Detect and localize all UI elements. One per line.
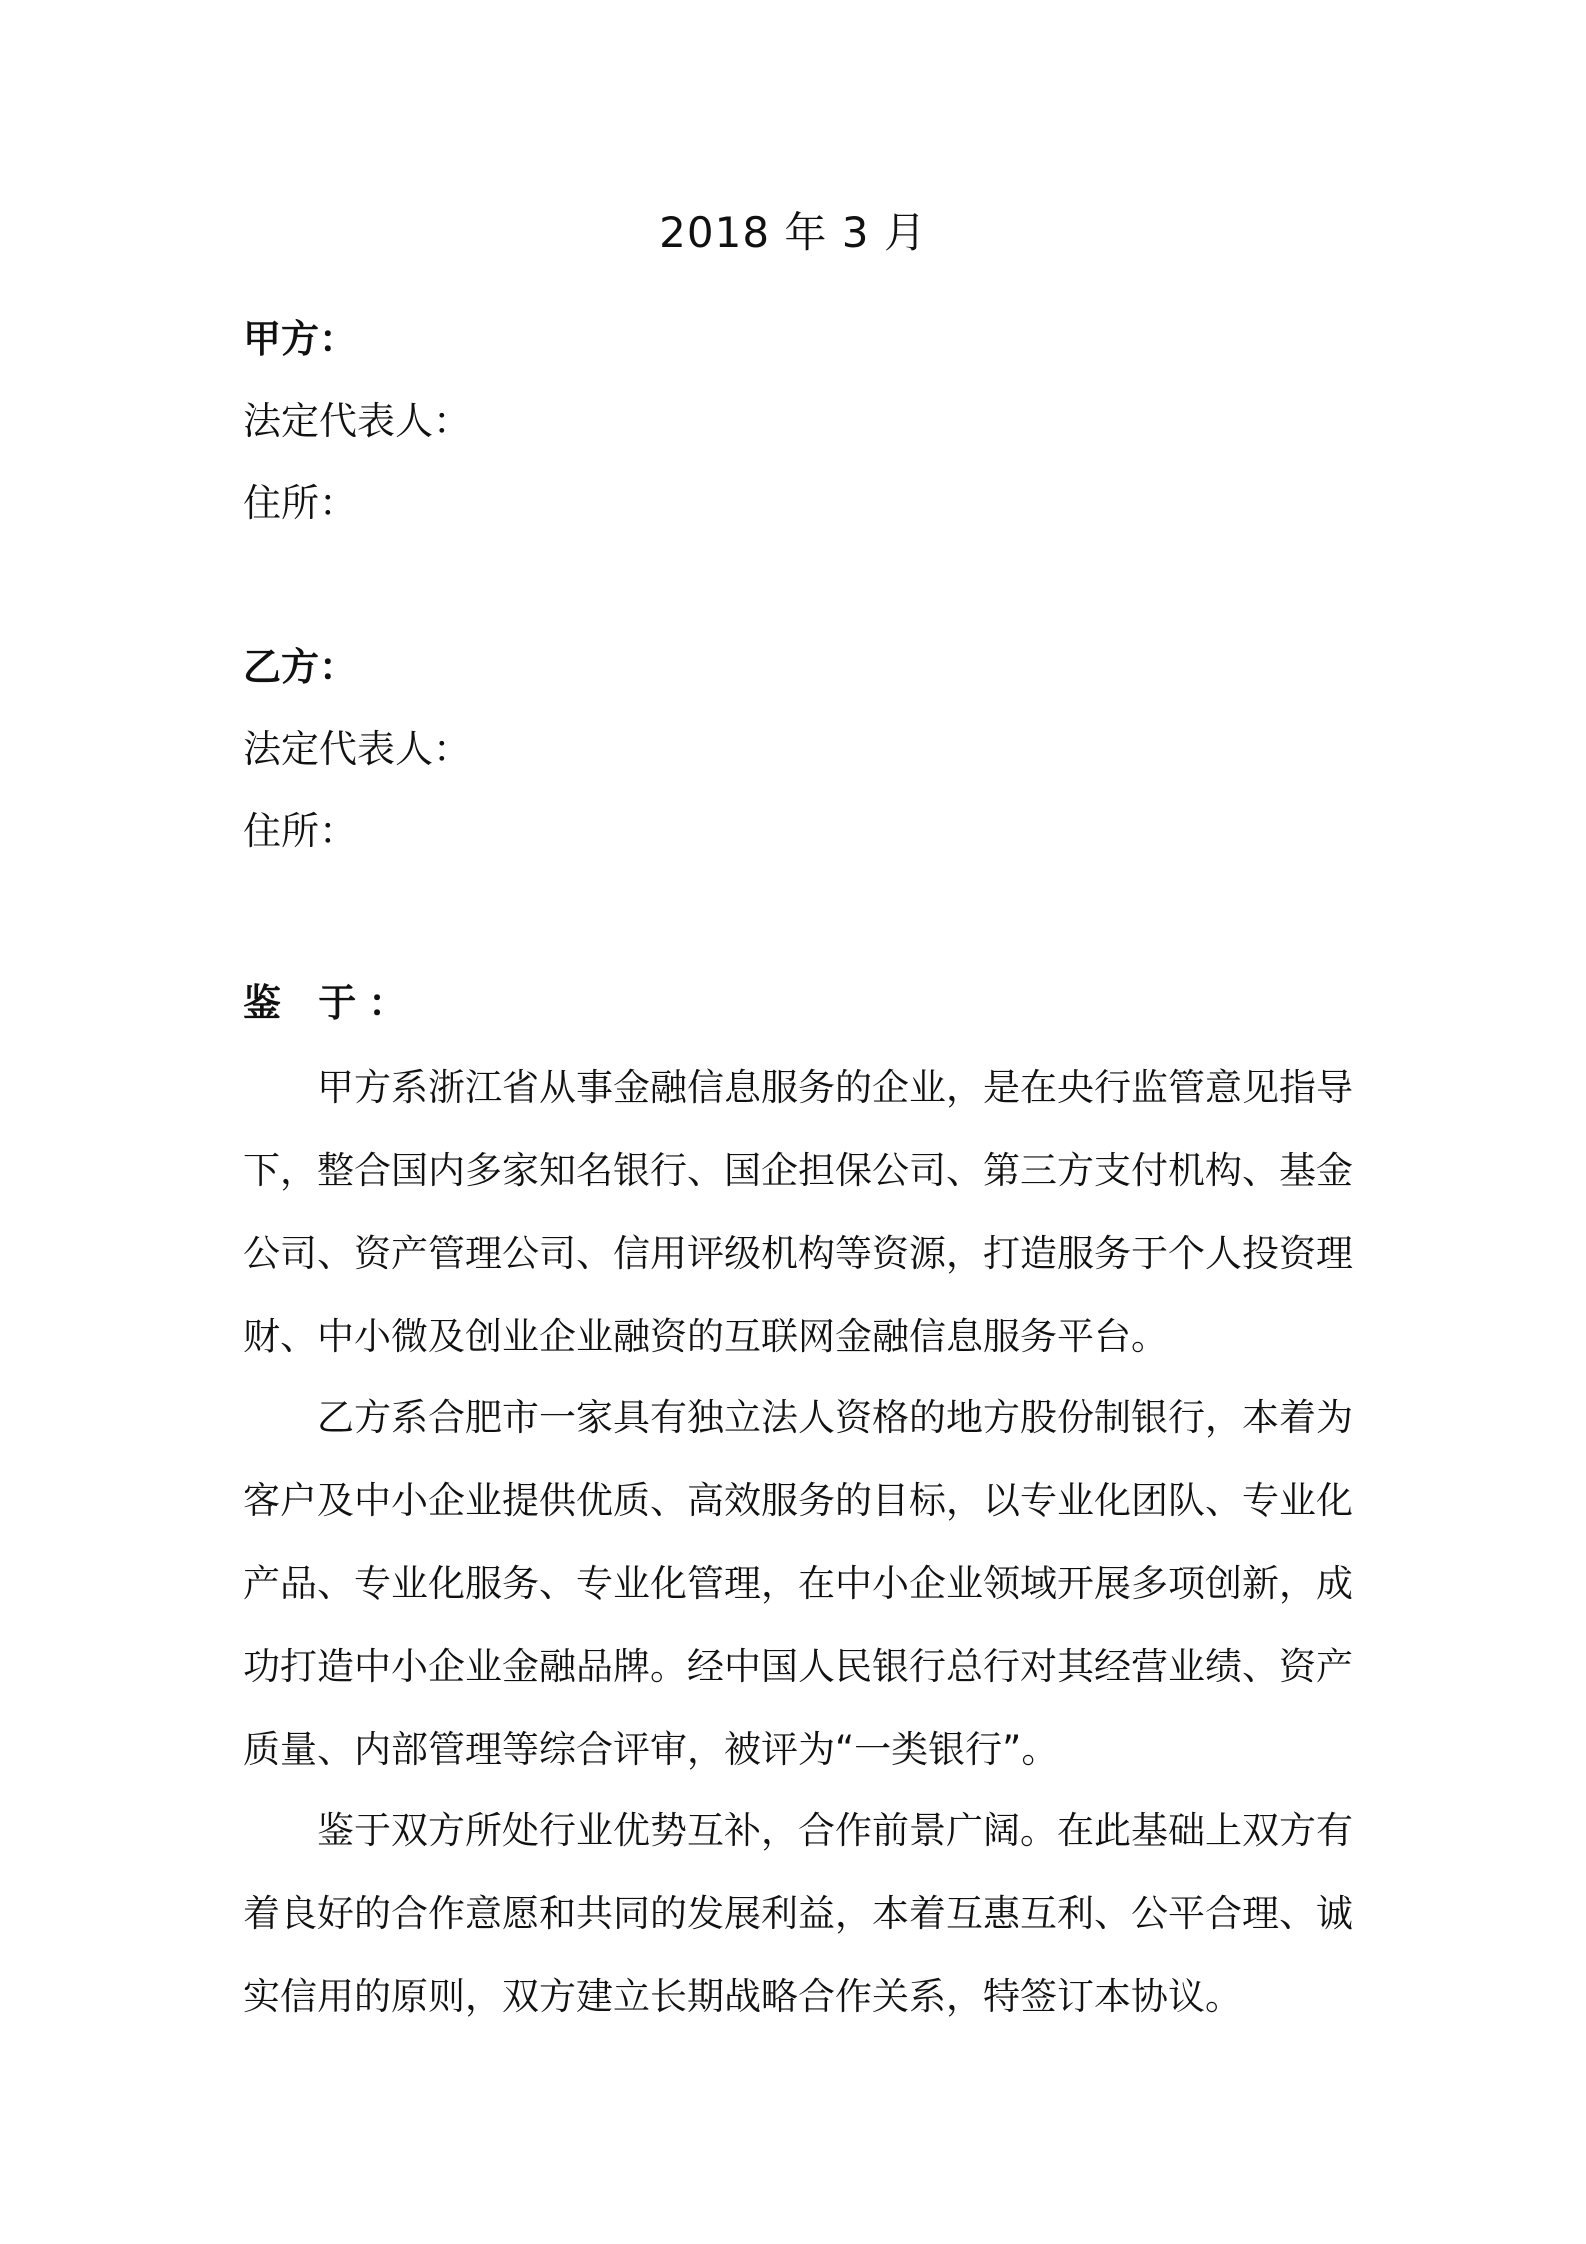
party-a-representative-label: 法定代表人：	[243, 399, 472, 443]
document-date: 2018 年 3 月	[659, 208, 927, 257]
party-b-address-label: 住所：	[243, 809, 358, 853]
whereas-body	[243, 1046, 1353, 2036]
party-a-label: 甲方：	[243, 317, 358, 361]
party-b-label: 乙方：	[243, 645, 358, 689]
party-b-representative-label: 法定代表人：	[243, 727, 472, 771]
party-a-block	[243, 298, 1363, 544]
paragraph-cooperation-basis: 鉴于双方所处行业优势互补，合作前景广阔。在此基础上双方有着良好的合作意愿和共同的发展利益，本着互惠互利、公平合理、诚实信用的原则，双方建立长期战略合作关系，特签订本协议。	[243, 1809, 1353, 2018]
paragraph-party-b-description: 乙方系合肥市一家具有独立法人资格的地方股份制银行，本着为客户及中小企业提供优质、高效服务的目标，以专业化团队、专业化产品、专业化服务、专业化管理，在中小企业领域开展多项创新，成功打造中小企业金融品牌。经中国人民银行总行对其经营业绩、资产质量、内部管理等综合评审，被评为“一类银行”。	[243, 1396, 1353, 1771]
party-b-block	[243, 626, 1363, 872]
party-a-address-label: 住所：	[243, 481, 358, 525]
paragraph-party-a-description: 甲方系浙江省从事金融信息服务的企业，是在央行监管意见指导下，整合国内多家知名银行、国企担保公司、第三方支付机构、基金公司、资产管理公司、信用评级机构等资源，打造服务于个人投资理财、中小微及创业企业融资的互联网金融信息服务平台。	[243, 1066, 1353, 1358]
whereas-heading: 鉴 于：	[243, 981, 419, 1025]
